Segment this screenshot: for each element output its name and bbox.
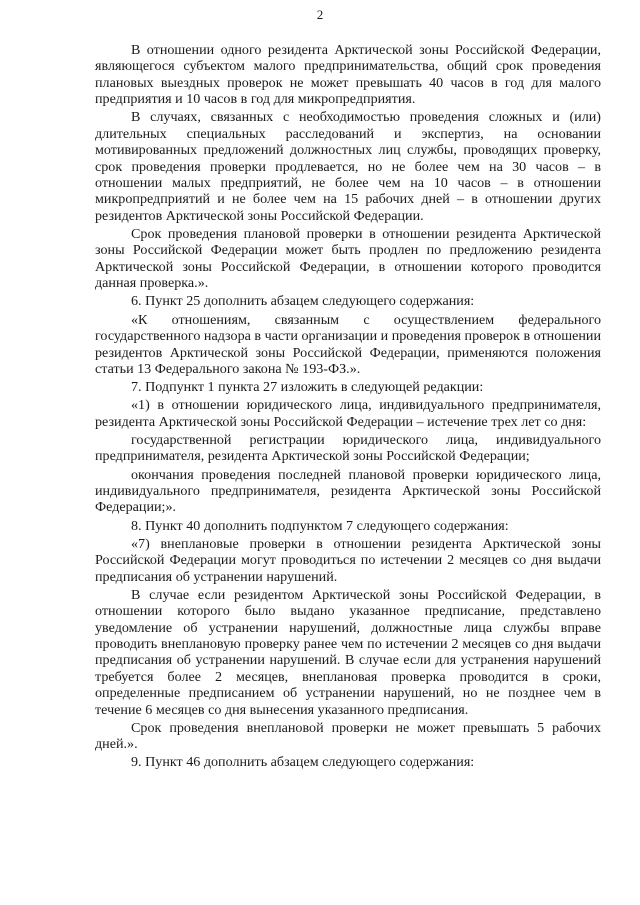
paragraph-item-9-heading: 9. Пункт 46 дополнить абзацем следующего содержания: [131, 754, 475, 771]
paragraph-item-7-heading: 7. Подпункт 1 пункта 27 изложить в следующей редакции: [131, 379, 484, 396]
paragraph-item-8-subitem-7: «7) внеплановые проверки в отношении резидента Арктической зоны Российской Федерации могут проводиться по истечении 2 месяцев со дня выдачи предписания об устранении нарушений. [95, 535, 601, 585]
paragraph-item-8-notification: В случае если резидентом Арктической зоны Российской Федерации, в отношении которого было выдано указанное предписание, представлено уведомление об устранении нарушений, должностные лица службы вправе проводить внеплановую проверку ранее чем по истечении 2 месяцев со дня выдачи предписания об устранении нарушений. В случае если для устранения нарушений требуется более 2 месяцев, внеплановая проверка проводится в сроки, определенные предписанием об устранении нарушений, но не позднее чем в течение 6 месяцев со дня вынесения указанного предписания. [95, 586, 601, 718]
paragraph-extension-by-resident: Срок проведения плановой проверки в отношении резидента Арктической зоны Российской Федерации может быть продлен по предложению резидента Арктической зоны Российской Федерации, в отношении которого проводится данная проверка.». [95, 226, 601, 292]
paragraph-item-6-heading: 6. Пункт 25 дополнить абзацем следующего содержания: [131, 293, 475, 310]
paragraph-item-6-text: «К отношениям, связанным с осуществлением федерального государственного надзора в части организации и проведения проверок в отношении резидентов Арктической зоны Российской Федерации, применяются положения статьи 13 Федерального закона № 193-ФЗ.». [95, 311, 601, 377]
paragraph-item-7-last-inspection: окончания проведения последней плановой проверки юридического лица, индивидуального предпринимателя, резидента Арктической зоны Российской Федерации;». [95, 466, 601, 516]
paragraph-general-time-limit: В отношении одного резидента Арктической зоны Российской Федерации, являющегося субъектом малого предпринимательства, общий срок проведения плановых выездных проверок не может превышать 40 часов в год для малого предприятия и 10 часов в год для микропредприятия. [95, 42, 601, 108]
paragraph-extension-conditions: В случаях, связанных с необходимостью проведения сложных и (или) длительных специальных расследований и экспертиз, на основании мотивированных предложений должностных лиц службы, проводящих проверку, срок проведения проверки продлевается, но не более чем на 30 часов – в отношении малых предприятий, не более чем на 10 часов – в отношении микропредприятий и не более чем на 15 рабочих дней – в отношении других резидентов Арктической зоны Российской Федерации. [95, 109, 601, 224]
page-number: 2 [316, 7, 324, 22]
paragraph-item-7-registration: государственной регистрации юридического лица, индивидуального предпринимателя, резидента Арктической зоны Российской Федерации; [95, 431, 601, 465]
paragraph-item-8-heading: 8. Пункт 40 дополнить подпунктом 7 следующего содержания: [131, 517, 509, 534]
document-body [95, 42, 601, 773]
paragraph-item-8-duration: Срок проведения внеплановой проверки не может превышать 5 рабочих дней.». [95, 719, 601, 753]
paragraph-item-7-subitem-1: «1) в отношении юридического лица, индивидуального предпринимателя, резидента Арктической зоны Российской Федерации – истечение трех лет со дня: [95, 397, 601, 430]
